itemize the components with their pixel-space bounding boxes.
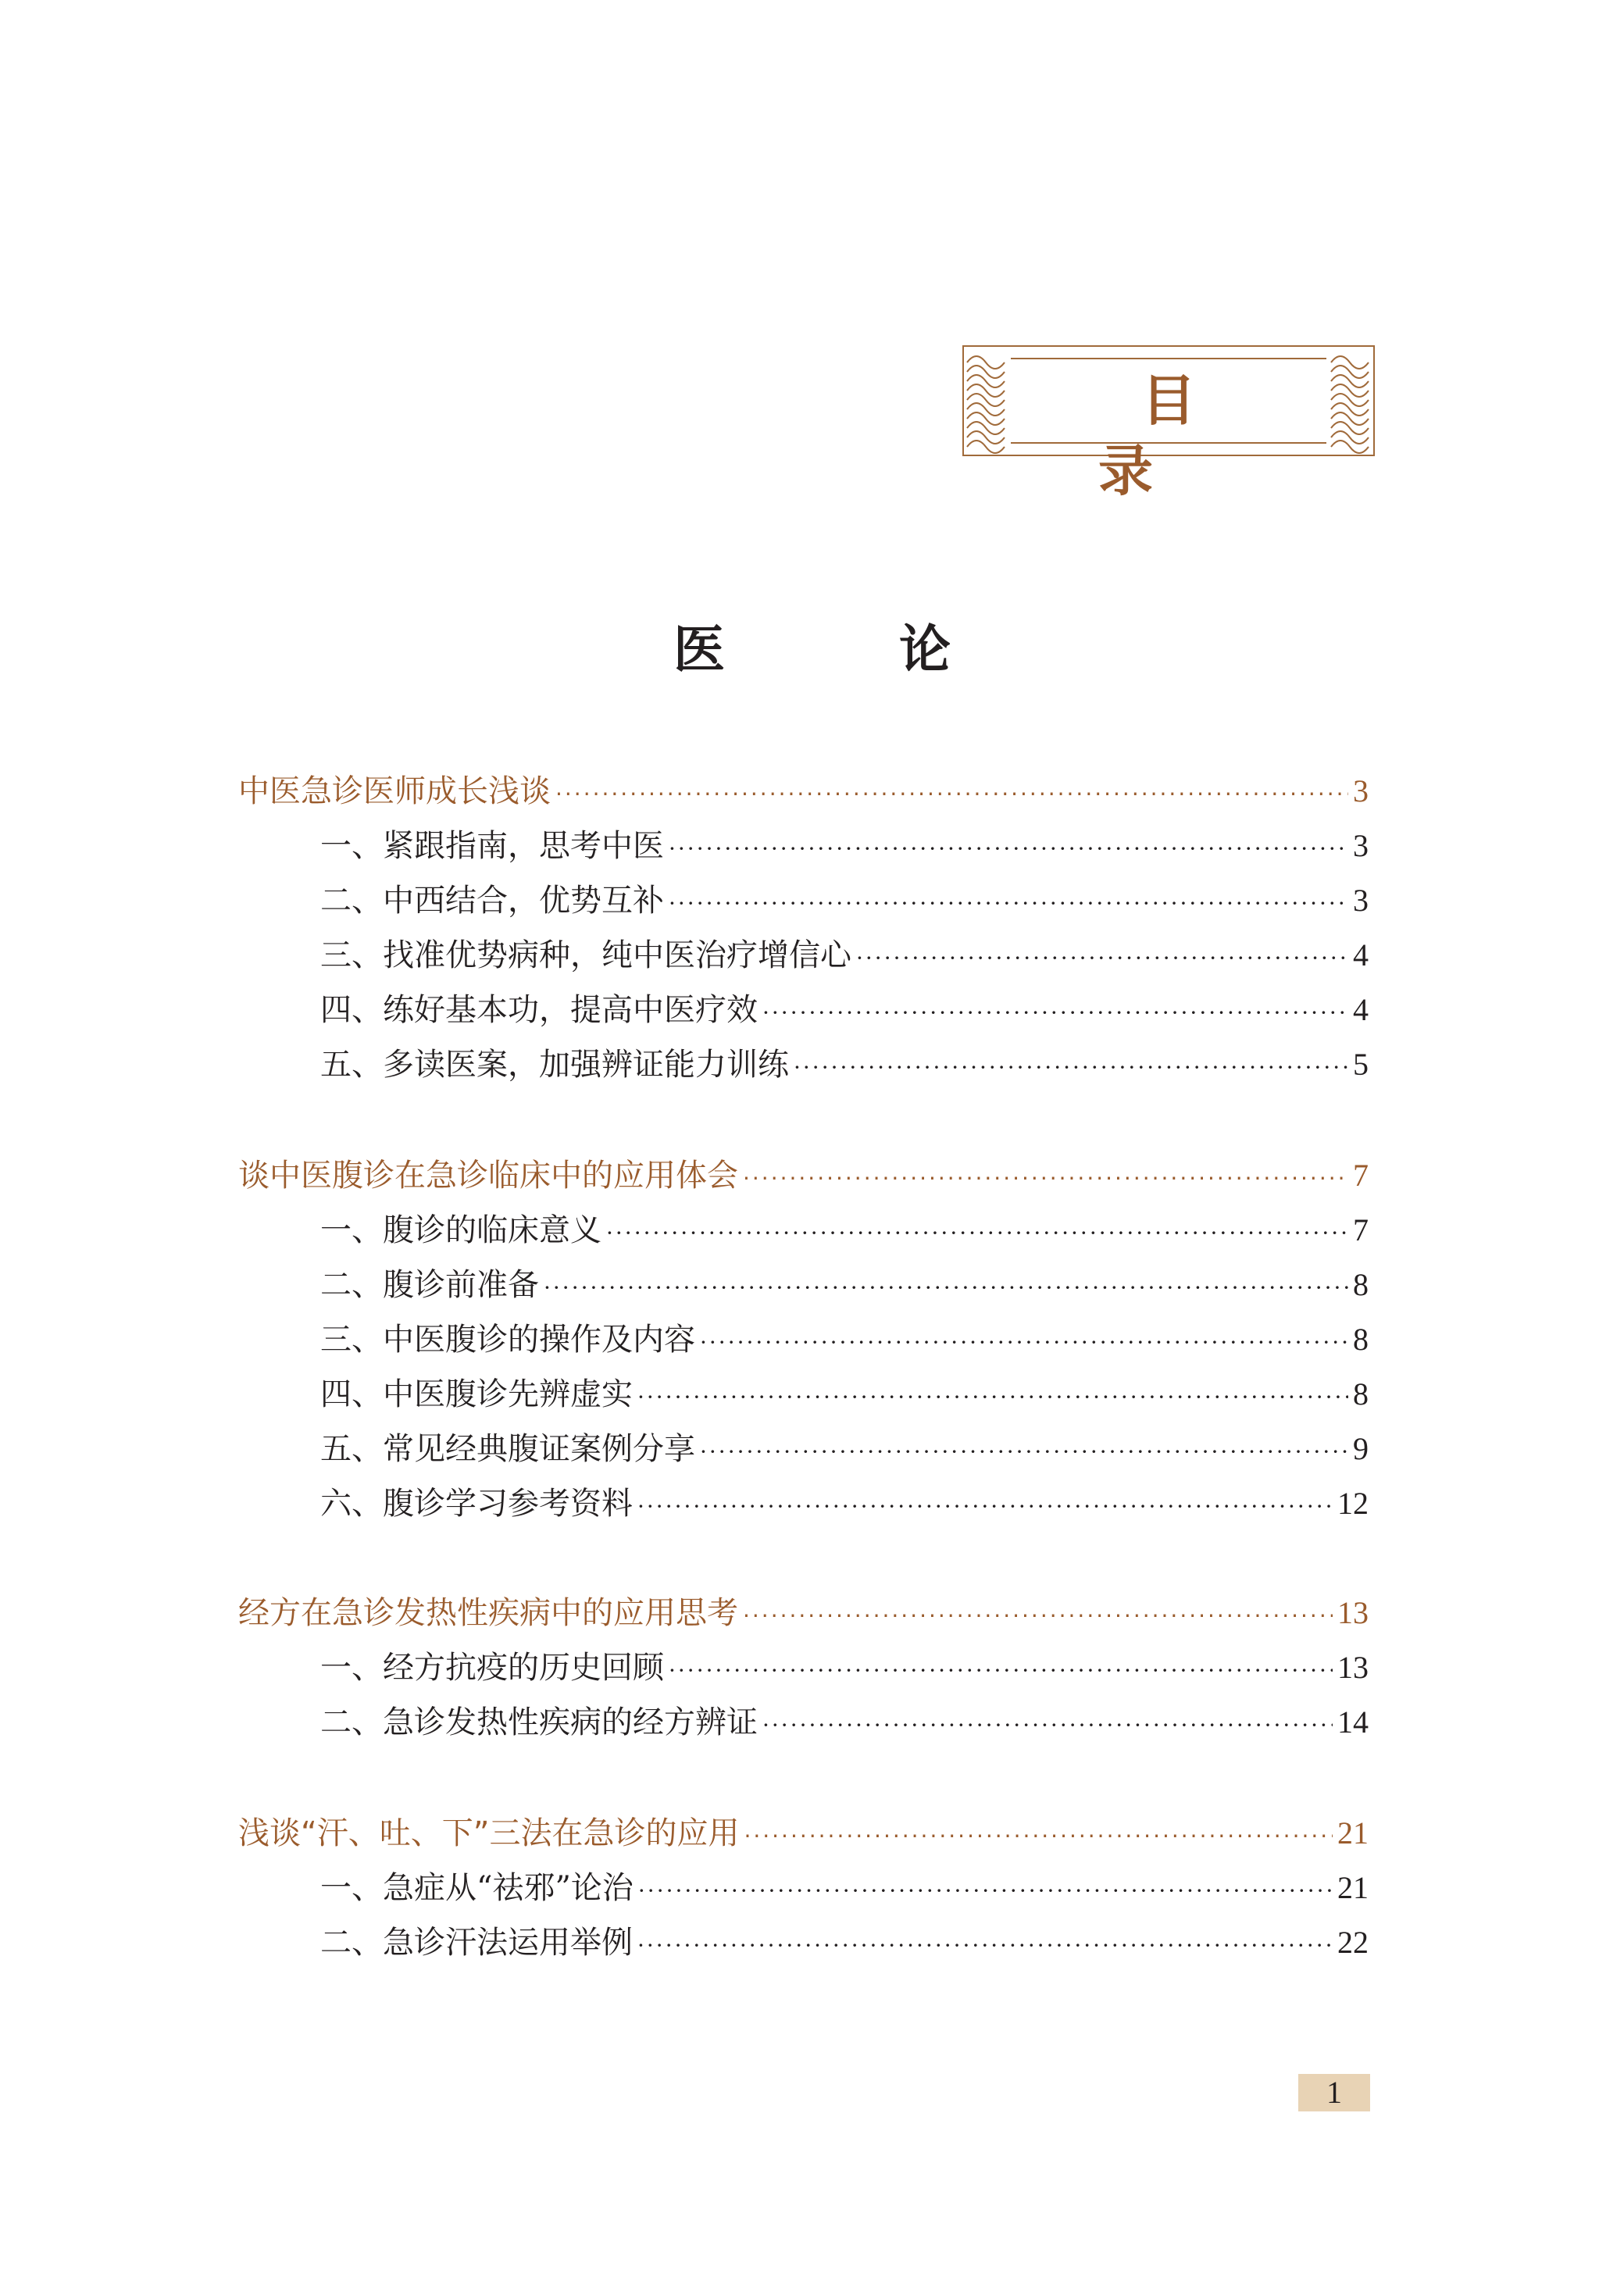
dot-leader — [637, 1926, 1333, 1965]
toc-entry-page: 21 — [1337, 1815, 1369, 1851]
dot-leader — [637, 1487, 1333, 1526]
toc-entry-label: 二、中西结合，优势互补 — [320, 883, 664, 919]
toc-section-entry[interactable] — [238, 826, 1369, 866]
dot-leader — [638, 1872, 1333, 1911]
dot-leader — [544, 1269, 1348, 1308]
dot-leader — [700, 1433, 1348, 1472]
toc-entry-page: 22 — [1337, 1925, 1369, 1960]
toc-entry-page: 5 — [1353, 1047, 1369, 1082]
toc-entry-page: 3 — [1353, 773, 1369, 808]
toc-chapter-entry[interactable] — [238, 1156, 1369, 1195]
toc-entry-label: 三、中医腹诊的操作及内容 — [320, 1322, 695, 1358]
toc-entry-label: 二、急诊汗法运用举例 — [320, 1925, 633, 1961]
toc-entry-page: 13 — [1337, 1650, 1369, 1685]
toc-entry-page: 3 — [1353, 828, 1369, 863]
toc-entry-label: 三、找准优势病种，纯中医治疗增信心 — [320, 937, 851, 973]
dot-leader — [669, 830, 1348, 869]
toc-section-entry[interactable] — [238, 990, 1369, 1030]
dot-leader — [669, 1651, 1333, 1690]
toc-entry-page: 4 — [1353, 937, 1369, 973]
toc-section-entry[interactable] — [238, 1703, 1369, 1742]
toc-entry-label: 中医急诊医师成长浅谈 — [238, 773, 551, 809]
toc-chapter-entry[interactable] — [238, 1814, 1369, 1853]
page-number: 1 — [1298, 2074, 1370, 2111]
dot-leader — [743, 1597, 1333, 1636]
toc-section-entry[interactable] — [238, 1265, 1369, 1305]
toc-section-entry[interactable] — [238, 1484, 1369, 1523]
toc-entry-page: 7 — [1353, 1212, 1369, 1247]
dot-leader — [669, 884, 1348, 923]
toc-entry-page: 14 — [1337, 1704, 1369, 1740]
toc-title: 目 录 — [1098, 369, 1282, 503]
toc-section-entry[interactable] — [238, 1923, 1369, 1962]
dot-leader — [762, 994, 1348, 1033]
toc-section-entry[interactable] — [238, 1648, 1369, 1687]
toc-section-entry[interactable] — [238, 1375, 1369, 1414]
dot-leader — [794, 1048, 1348, 1087]
toc-entry-label: 六、腹诊学习参考资料 — [320, 1486, 633, 1522]
toc-entry-label: 一、腹诊的临床意义 — [320, 1212, 601, 1248]
toc-entry-label: 一、急症从“祛邪”论治 — [320, 1870, 634, 1906]
toc-entry-label: 四、中医腹诊先辨虚实 — [320, 1376, 633, 1412]
toc-entry-page: 21 — [1337, 1870, 1369, 1905]
toc-entry-page: 13 — [1337, 1595, 1369, 1630]
toc-section-entry[interactable] — [238, 1045, 1369, 1084]
dot-leader — [744, 1817, 1333, 1856]
section-title: 医 论 — [673, 619, 1029, 680]
toc-entry-label: 浅谈“汗、吐、下”三法在急诊的应用 — [238, 1815, 740, 1851]
toc-entry-page: 4 — [1353, 992, 1369, 1027]
dot-leader — [700, 1323, 1348, 1362]
toc-entry-label: 谈中医腹诊在急诊临床中的应用体会 — [238, 1158, 738, 1194]
toc-entry-page: 12 — [1337, 1486, 1369, 1521]
toc-entry-page: 8 — [1353, 1376, 1369, 1412]
toc-entry-page: 3 — [1353, 883, 1369, 918]
toc-entry-label: 二、急诊发热性疾病的经方辨证 — [320, 1704, 758, 1740]
dot-leader — [555, 775, 1348, 814]
toc-entry-page: 9 — [1353, 1431, 1369, 1466]
toc-entry-page: 8 — [1353, 1267, 1369, 1302]
toc-entry-label: 二、腹诊前准备 — [320, 1267, 539, 1303]
dot-leader — [637, 1378, 1348, 1417]
toc-section-entry[interactable] — [238, 1211, 1369, 1250]
toc-entry-label: 五、多读医案，加强辨证能力训练 — [320, 1047, 789, 1083]
toc-section-entry[interactable] — [238, 1868, 1369, 1908]
dot-leader — [762, 1706, 1333, 1745]
toc-chapter-entry[interactable] — [238, 1594, 1369, 1633]
toc-entry-label: 五、常见经典腹证案例分享 — [320, 1431, 695, 1467]
toc-section-entry[interactable] — [238, 1320, 1369, 1359]
toc-entry-label: 一、紧跟指南，思考中医 — [320, 828, 664, 864]
toc-chapter-entry[interactable] — [238, 772, 1369, 811]
toc-entry-page: 8 — [1353, 1322, 1369, 1357]
dot-leader — [606, 1214, 1348, 1253]
dot-leader — [743, 1159, 1348, 1198]
toc-section-entry[interactable] — [238, 936, 1369, 975]
toc-entry-label: 一、经方抗疫的历史回顾 — [320, 1650, 664, 1686]
toc-title-frame — [962, 345, 1375, 503]
toc-entry-label: 四、练好基本功，提高中医疗效 — [320, 992, 758, 1028]
toc-entry-label: 经方在急诊发热性疾病中的应用思考 — [238, 1595, 738, 1631]
toc-entry-page: 7 — [1353, 1158, 1369, 1193]
dot-leader — [856, 939, 1348, 978]
toc-section-entry[interactable] — [238, 1429, 1369, 1469]
toc-section-entry[interactable] — [238, 881, 1369, 920]
